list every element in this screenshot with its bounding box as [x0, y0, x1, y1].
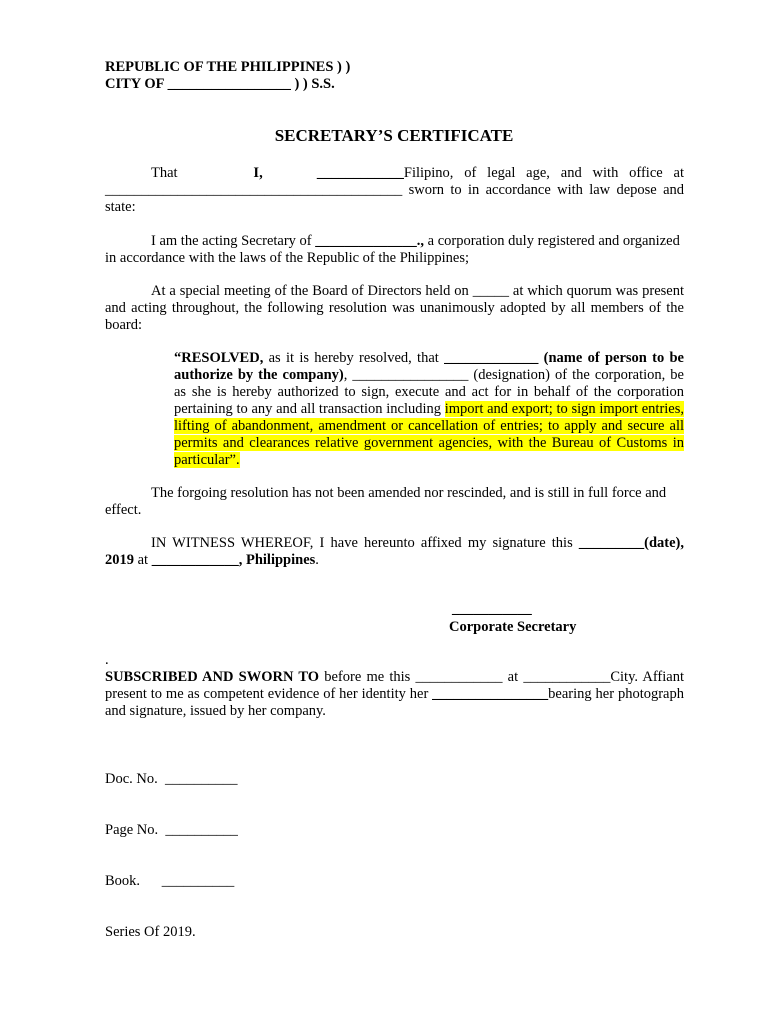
paragraph-witness: IN WITNESS WHEREOF, I have hereunto affixed my signature this _________(date), 2019 at ____________, Philippines.: [105, 535, 684, 568]
book-no: Book. __________: [105, 873, 235, 889]
paragraph-affiant: That I, ____________Filipino, of legal age, and with office at _________________________________________ sworn to in accordance with law depose and state:: [105, 165, 684, 215]
series-year: Series Of 2019.: [105, 924, 196, 940]
paragraph-secretary: I am the acting Secretary of ______________., a corporation duly registered and organized in accordance with the laws of the Republic of the Philippines;: [105, 233, 680, 266]
signature-label: Corporate Secretary: [449, 619, 577, 635]
paragraph-force: The forgoing resolution has not been amended nor rescinded, and is still in full force and effect.: [105, 485, 667, 518]
republic-line: REPUBLIC OF THE PHILIPPINES ) ): [105, 59, 351, 75]
highlighted-text: import and export; to sign import entries, lifting of abandonment, amendment or cancellation of entries; to apply and secure all permits and clearances relative government agencies, with the Bureau of Customs in particular”.: [174, 401, 684, 468]
notarial-register: [105, 737, 684, 975]
venue-header: [105, 59, 684, 93]
page-no: Page No. __________: [105, 822, 238, 838]
resolution-block: “RESOLVED, as it is hereby resolved, that _____________ (name of person to be authorize by the company), ________________ (designation) of the corporation, be as she is hereby authorized to sign, execute and act for in behalf of the corporation pertaining to any and all transaction including import and export; to sign import entries, lifting of abandonment, amendment or cancellation of entries; to apply and secure all permits and clearances relative government agencies, with the Bureau of Customs in particular”.: [174, 350, 684, 468]
jurat-dot: .: [105, 652, 109, 668]
document-title: SECRETARY’S CERTIFICATE: [274, 126, 514, 145]
doc-no: Doc. No. __________: [105, 771, 238, 787]
jurat-paragraph: SUBSCRIBED AND SWORN TO before me this ____________ at ____________City. Affiant present to me as competent evidence of her identity her ________________bearing her photograph and signature, issued by her company.: [105, 669, 684, 719]
paragraph-meeting: At a special meeting of the Board of Directors held on _____ at which quorum was present and acting throughout, the following resolution was unanimously adopted by all members of the board:: [105, 283, 684, 333]
signature-line: ___________: [452, 601, 532, 617]
city-line: CITY OF _________________ ) ) S.S.: [105, 76, 335, 92]
